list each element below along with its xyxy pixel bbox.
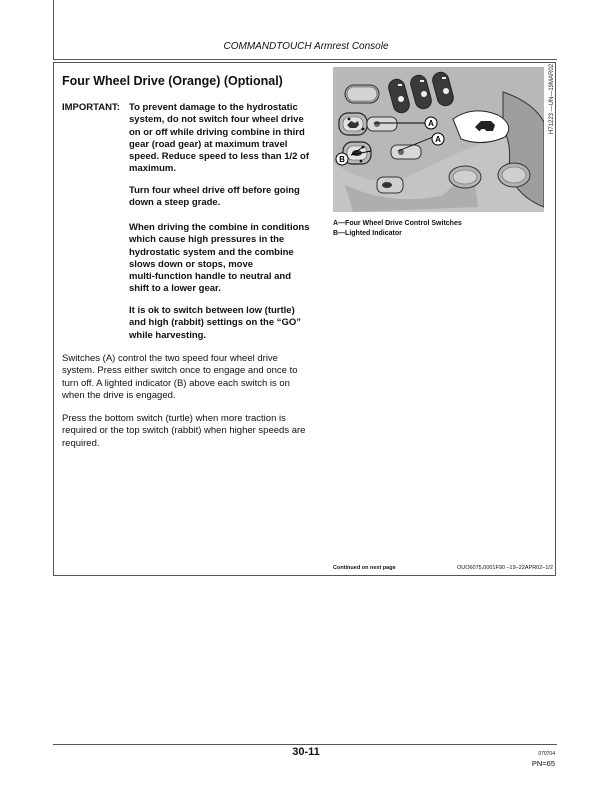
legend-b: B—Lighted Indicator: [333, 230, 402, 237]
important-line: To prevent damage to the hydrostatic: [129, 102, 298, 113]
note-line: down a steep grade.: [129, 197, 221, 209]
note-line: while harvesting.: [129, 329, 207, 341]
paragraph-line: turn off. A lighted indicator (B) above each switch is on: [62, 377, 290, 389]
page-number: 30-11: [292, 746, 320, 758]
note-line: and high (rabbit) settings on the “GO”: [129, 317, 302, 329]
paragraph-line: system. Press either switch once to engage and once to: [62, 365, 298, 377]
important-line: speed. Reduce speed to less than 1/2 of: [129, 151, 310, 163]
note-line: which cause high pressures in the: [129, 234, 285, 246]
callout-a-label: A: [428, 119, 434, 128]
footer-rule: [53, 744, 557, 745]
important-line: system, do not switch four wheel drive: [129, 114, 304, 126]
section-title: Four Wheel Drive (Orange) (Optional): [62, 74, 283, 88]
paragraph-switches: [62, 353, 324, 402]
console-drawing: [333, 67, 544, 212]
note-line: multi-function handle to neutral and: [129, 271, 292, 283]
console-illustration: [333, 67, 544, 212]
continued-note: Continued on next page: [333, 565, 396, 571]
paragraph-turtle-rabbit: [62, 413, 324, 450]
figure-id-text: H71223 —UN—19MAR02: [549, 63, 555, 134]
note-line: slows down or stops, move: [129, 258, 254, 270]
running-header: COMMANDTOUCH Armrest Console: [223, 41, 389, 52]
note-line: Turn four wheel drive off before going: [129, 185, 300, 196]
important-label: IMPORTANT:: [62, 102, 120, 113]
note-high-pressure: [129, 222, 325, 296]
paragraph-line: required or the top switch (rabbit) when higher speeds are: [62, 425, 306, 437]
important-line: gear (road gear) at maximum travel: [129, 138, 288, 150]
important-text: [129, 102, 325, 176]
note-turtle-rabbit: [129, 305, 325, 342]
callout-a-label: A: [435, 135, 441, 144]
header-rule: [53, 59, 557, 60]
note-steep-grade: [129, 185, 325, 210]
callout-b-label: B: [339, 155, 345, 164]
note-line: When driving the combine in conditions: [129, 222, 310, 233]
paragraph-line: when the drive is engaged.: [62, 389, 176, 401]
note-line: It is ok to switch between low (turtle): [129, 305, 295, 316]
important-line: maximum.: [129, 163, 176, 175]
paragraph-line: Switches (A) control the two speed four wheel drive: [62, 353, 278, 364]
date-code: 070704: [538, 751, 555, 757]
pn-code: PN=65: [531, 759, 555, 768]
legend-a: A—Four Wheel Drive Control Switches: [333, 220, 462, 227]
note-line: hydrostatic system and the combine: [129, 246, 294, 258]
paragraph-line: required.: [62, 437, 100, 449]
important-line: on or off while driving combine in third: [129, 126, 305, 138]
document-code: OUO6075,0001F90 –19–22APR02–1/2: [456, 565, 553, 571]
note-line: shift to a lower gear.: [129, 283, 221, 295]
paragraph-line: Press the bottom switch (turtle) when more traction is: [62, 413, 286, 424]
